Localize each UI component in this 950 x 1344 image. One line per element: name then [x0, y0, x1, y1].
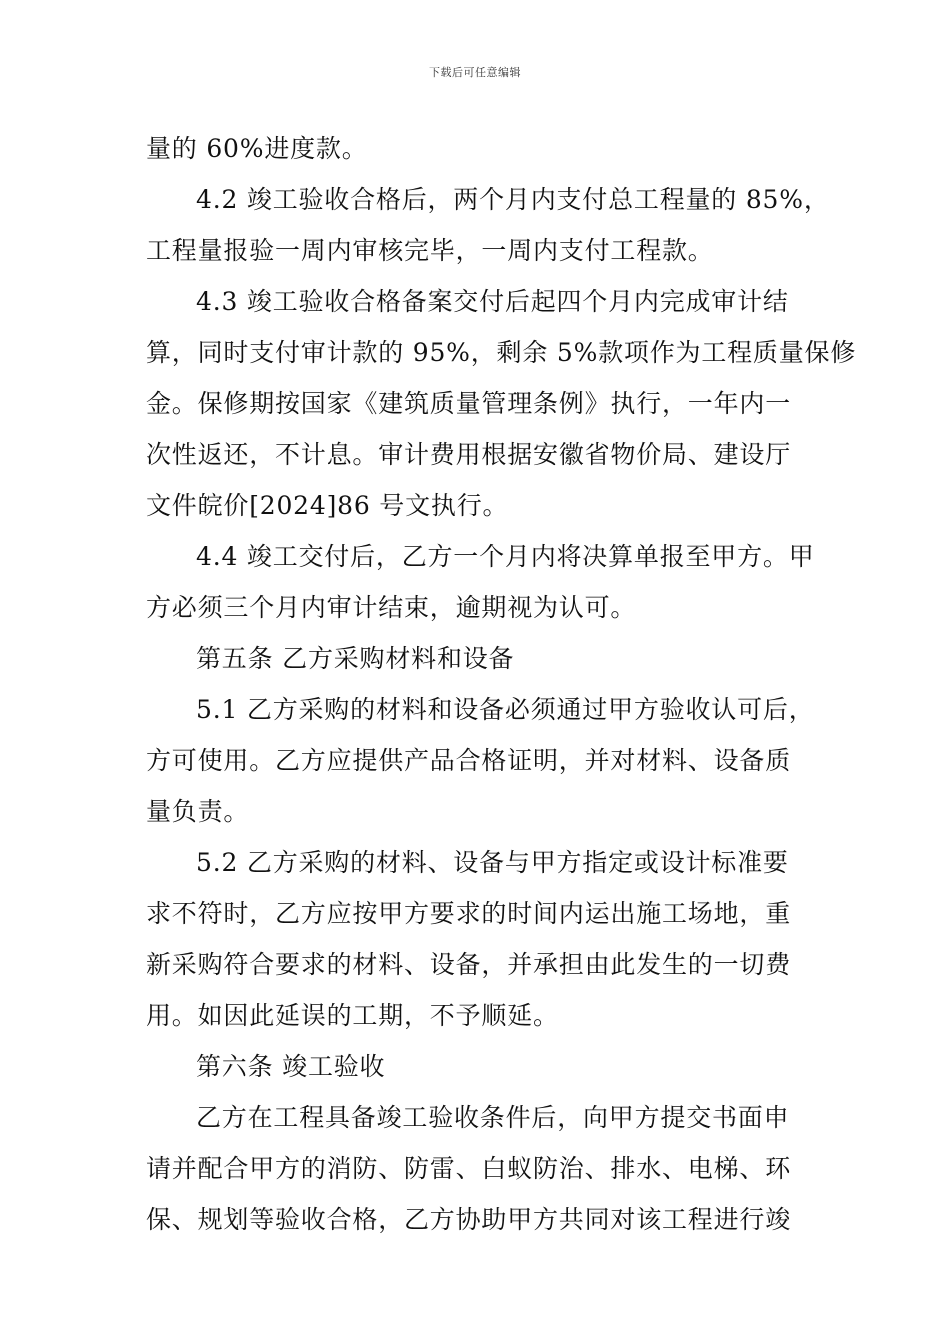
text-line: 请并配合甲方的消防、防雷、白蚁防治、排水、电梯、环	[146, 1154, 792, 1183]
text-line: 保、规划等验收合格，乙方协助甲方共同对该工程进行竣	[146, 1205, 792, 1234]
text-line: 5.1 乙方采购的材料和设备必须通过甲方验收认可后，	[196, 695, 815, 724]
text-line: 金。保修期按国家《建筑质量管理条例》执行，一年内一	[146, 389, 792, 418]
text-line: 用。如因此延误的工期，不予顺延。	[146, 1001, 559, 1030]
text-line: 乙方在工程具备竣工验收条件后，向甲方提交书面申	[196, 1103, 790, 1132]
text-line: 4.4 竣工交付后，乙方一个月内将决算单报至甲方。甲	[196, 542, 815, 571]
text-line: 求不符时，乙方应按甲方要求的时间内运出施工场地，重	[146, 899, 792, 928]
text-line: 量的 60%进度款。	[146, 134, 368, 163]
text-line: 算，同时支付审计款的 95%，剩余 5%款项作为工程质量保修	[146, 338, 857, 367]
text-line: 新采购符合要求的材料、设备，并承担由此发生的一切费	[146, 950, 792, 979]
page-header: 下载后可任意编辑	[429, 66, 521, 79]
document-body	[146, 123, 857, 1245]
text-line: 工程量报验一周内审核完毕，一周内支付工程款。	[146, 236, 714, 265]
text-line: 4.2 竣工验收合格后，两个月内支付总工程量的 85%，	[196, 185, 830, 214]
text-line: 方可使用。乙方应提供产品合格证明，并对材料、设备质	[146, 746, 792, 775]
text-line: 文件皖价[2024]86 号文执行。	[146, 491, 509, 520]
text-line: 第六条 竣工验收	[196, 1052, 386, 1081]
text-line: 5.2 乙方采购的材料、设备与甲方指定或设计标准要	[196, 848, 789, 877]
text-line: 次性返还，不计息。审计费用根据安徽省物价局、建设厅	[146, 440, 792, 469]
text-line: 方必须三个月内审计结束，逾期视为认可。	[146, 593, 637, 622]
text-line: 量负责。	[146, 797, 250, 826]
text-line: 4.3 竣工验收合格备案交付后起四个月内完成审计结	[196, 287, 789, 316]
text-line: 第五条 乙方采购材料和设备	[196, 644, 515, 673]
